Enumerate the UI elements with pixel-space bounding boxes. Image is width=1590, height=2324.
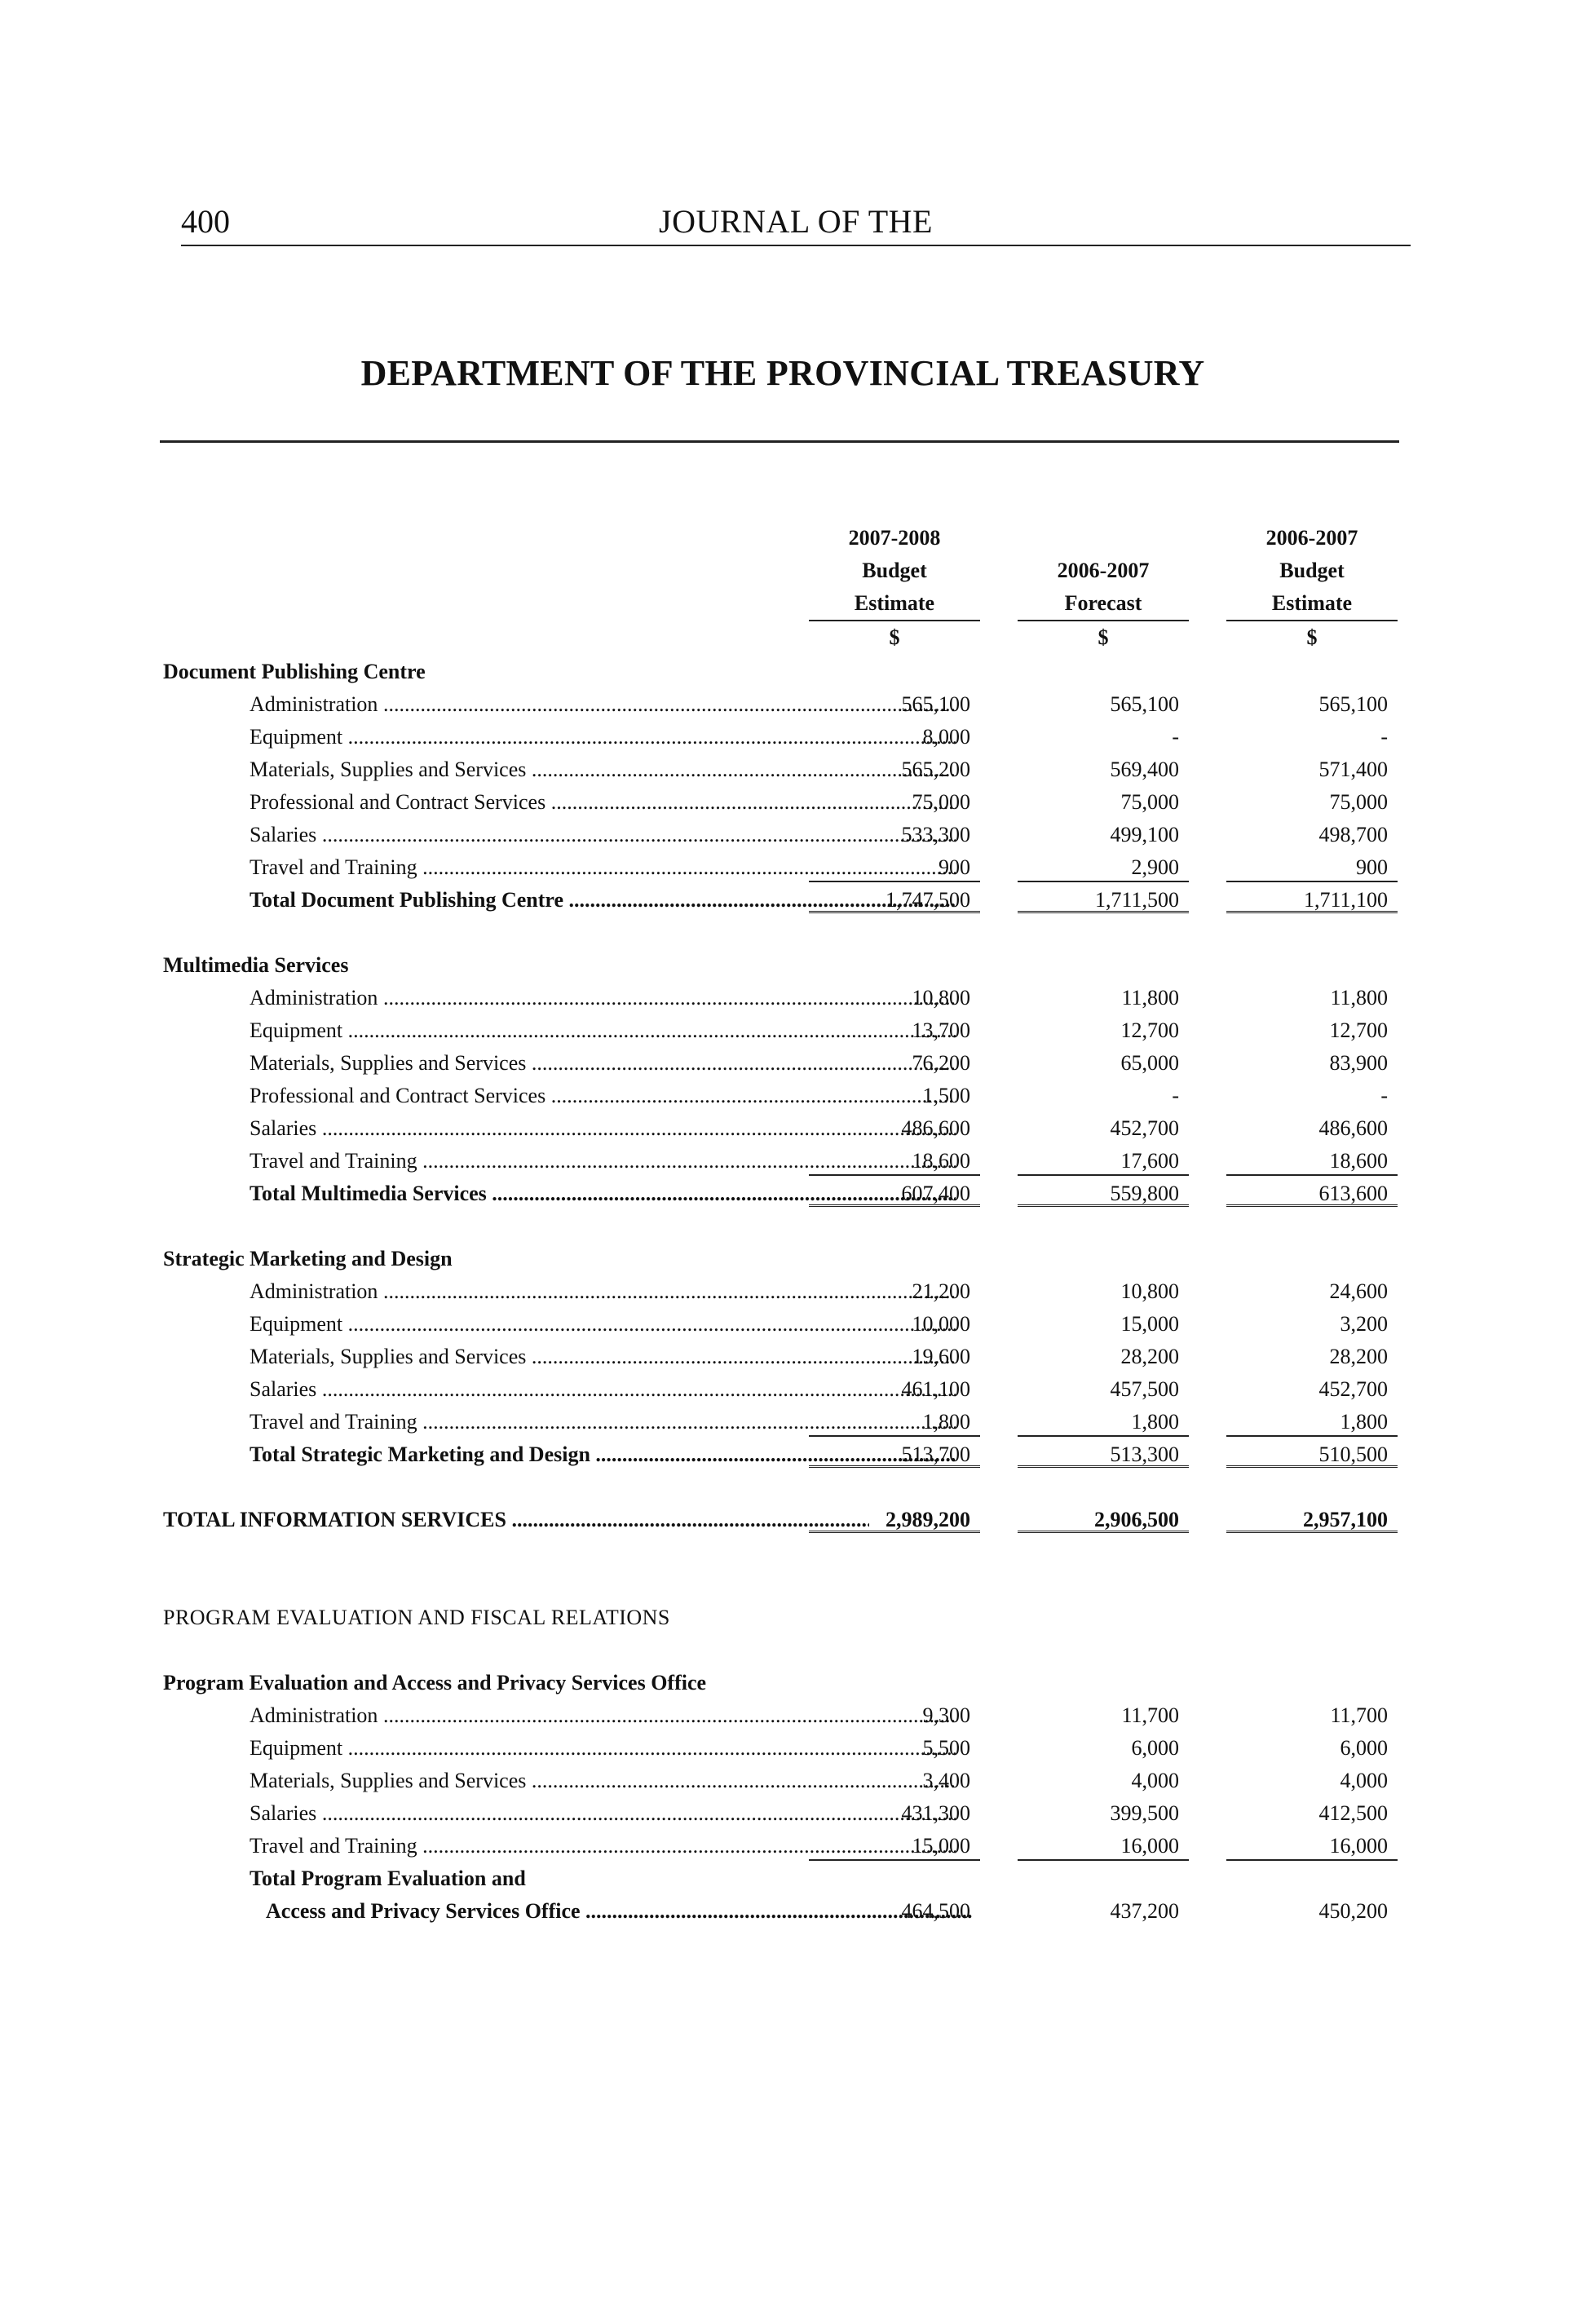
column-header-line: Forecast [1018,587,1189,621]
value-2006-2007-estimate: 900 [1226,851,1398,882]
value-2007-2008-estimate: 13,700 [912,1018,970,1042]
value-2006-2007-estimate: 452,700 [1318,1377,1388,1401]
value-2006-2007-forecast: - [1172,725,1179,749]
value-2007-2008-estimate: 565,100 [901,692,970,716]
value-2007-2008-estimate: 1,500 [922,1084,970,1107]
table-row [163,1112,1402,1145]
column-header-line: Budget [1279,559,1345,582]
value-2006-2007-forecast: 499,100 [1110,823,1179,846]
value-2006-2007-forecast: 11,700 [1121,1703,1179,1727]
section-heading [163,917,1402,982]
subtotal-row [163,884,1402,917]
value-2006-2007-estimate: 450,200 [1318,1899,1388,1923]
subtotal-label-row [163,1862,1402,1895]
value-2007-2008-estimate: 15,000 [809,1830,980,1861]
value-2007-2008-estimate: 486,600 [901,1116,970,1140]
value-2007-2008-estimate: 533,300 [901,823,970,846]
row-label: Total Program Evaluation and [250,1867,526,1890]
program-heading [163,1536,1402,1634]
row-label: Materials, Supplies and Services ..... [250,1765,956,1797]
value-2006-2007-estimate: 12,700 [1329,1018,1388,1042]
row-label: Access and Privacy Services Office ..... [266,1895,972,1928]
value-2006-2007-estimate: 28,200 [1329,1345,1388,1368]
table-row [163,1797,1402,1830]
value-2007-2008-estimate: 565,200 [901,758,970,781]
section-heading [163,1210,1402,1275]
table-row [163,1047,1402,1080]
row-label: Professional and Contract Services ..... [250,1080,956,1112]
row-label: Materials, Supplies and Services ..... [250,1341,956,1373]
table-row [163,1145,1402,1177]
value-2006-2007-estimate: 11,800 [1330,986,1388,1010]
row-label: Materials, Supplies and Services ..... [250,1047,956,1080]
value-2006-2007-forecast: 28,200 [1120,1345,1179,1368]
value-2006-2007-forecast: 559,800 [1018,1177,1189,1207]
subtotal-row [163,1177,1402,1210]
value-2006-2007-estimate: 6,000 [1340,1736,1388,1760]
value-2006-2007-forecast: 399,500 [1110,1801,1179,1825]
value-2007-2008-estimate: 5,500 [922,1736,970,1760]
value-2007-2008-estimate: 10,800 [912,986,970,1010]
column-header-line: Estimate [1226,587,1398,621]
value-2006-2007-estimate: 83,900 [1329,1051,1388,1075]
table-row [163,1699,1402,1732]
value-2006-2007-estimate: 571,400 [1318,758,1388,781]
value-2006-2007-forecast: 6,000 [1131,1736,1179,1760]
value-2006-2007-forecast: 10,800 [1120,1279,1179,1303]
row-label: Travel and Training ..... [250,1145,956,1177]
row-label: Equipment ..... [250,721,956,753]
value-2006-2007-estimate: 1,711,100 [1226,884,1398,913]
value-2006-2007-estimate: 486,600 [1318,1116,1388,1140]
value-2007-2008-estimate: 8,000 [922,725,970,749]
column-header-line [1018,522,1189,554]
value-2006-2007-forecast: 17,600 [1018,1145,1189,1176]
table-row [163,1406,1402,1438]
value-2006-2007-estimate: 18,600 [1226,1145,1398,1176]
value-2006-2007-forecast: 457,500 [1110,1377,1179,1401]
table-row [163,1341,1402,1373]
value-2006-2007-estimate: 565,100 [1318,692,1388,716]
row-label: Administration ..... [250,688,956,721]
value-2006-2007-estimate: 3,200 [1340,1312,1388,1336]
value-2007-2008-estimate: 513,700 [809,1438,980,1468]
table-row [163,1308,1402,1341]
value-2006-2007-estimate: 412,500 [1318,1801,1388,1825]
row-label: Total Document Publishing Centre ..... [250,884,956,917]
row-label: Multimedia Services [163,953,349,977]
journal-title: JOURNAL OF THE [659,203,933,240]
value-2007-2008-estimate: 607,400 [809,1177,980,1207]
row-label: Total Multimedia Services ..... [250,1177,956,1210]
value-2006-2007-forecast: 565,100 [1110,692,1179,716]
row-label: Document Publishing Centre [163,660,426,683]
column-header-2006-2007-budget-estimate [1226,522,1398,654]
budget-table [163,656,1402,1928]
value-2006-2007-estimate: 1,800 [1226,1406,1398,1437]
column-header-line: Estimate [809,587,980,621]
column-unit: $ [1306,625,1318,649]
value-2006-2007-forecast: 2,900 [1018,851,1189,882]
row-label: Travel and Training ..... [250,851,956,884]
page-header [181,202,1411,246]
value-2007-2008-estimate: 1,747,500 [809,884,980,913]
value-2006-2007-forecast: 513,300 [1018,1438,1189,1468]
value-2006-2007-estimate: - [1380,1084,1388,1107]
row-label: Travel and Training ..... [250,1830,956,1862]
column-unit: $ [1098,625,1109,649]
value-2006-2007-estimate: 11,700 [1330,1703,1388,1727]
value-2006-2007-forecast: 1,711,500 [1018,884,1189,913]
row-label: TOTAL INFORMATION SERVICES ..... [163,1504,869,1536]
value-2007-2008-estimate: 461,100 [901,1377,970,1401]
value-2006-2007-forecast: 4,000 [1131,1769,1179,1792]
table-row [163,1275,1402,1308]
table-row [163,1014,1402,1047]
row-label: Salaries ..... [250,819,956,851]
value-2007-2008-estimate: 18,600 [809,1145,980,1176]
table-row [163,1080,1402,1112]
row-label: Equipment ..... [250,1014,956,1047]
row-label: Equipment ..... [250,1308,956,1341]
table-row [163,982,1402,1014]
table-row [163,1765,1402,1797]
table-row [163,721,1402,753]
table-row [163,753,1402,786]
value-2006-2007-estimate: 510,500 [1226,1438,1398,1468]
row-label: Professional and Contract Services ..... [250,786,956,819]
value-2007-2008-estimate: 2,989,200 [809,1504,980,1533]
row-label: Administration ..... [250,1699,956,1732]
section-heading [163,1634,1402,1699]
value-2006-2007-forecast: 1,800 [1018,1406,1189,1437]
column-header-line: 2007-2008 [848,526,941,550]
value-2007-2008-estimate: 464,500 [901,1899,970,1923]
row-label: Program Evaluation and Access and Privacy Services Office [163,1671,707,1694]
value-2007-2008-estimate: 21,200 [912,1279,970,1303]
column-header-line: 2006-2007 [1057,559,1150,582]
value-2006-2007-forecast: 11,800 [1121,986,1179,1010]
value-2007-2008-estimate: 19,600 [912,1345,970,1368]
value-2007-2008-estimate: 10,000 [912,1312,970,1336]
row-label: PROGRAM EVALUATION AND FISCAL RELATIONS [163,1606,670,1629]
table-row [163,688,1402,721]
table-row [163,851,1402,884]
row-label: Salaries ..... [250,1797,956,1830]
column-header-line: 2006-2007 [1265,526,1358,550]
value-2007-2008-estimate: 75,000 [912,790,970,814]
department-title: DEPARTMENT OF THE PROVINCIAL TREASURY [360,353,1205,393]
grand-total-row [163,1504,1402,1536]
value-2006-2007-forecast: 65,000 [1120,1051,1179,1075]
table-row [163,1373,1402,1406]
row-label: Travel and Training ..... [250,1406,956,1438]
value-2006-2007-forecast: - [1172,1084,1179,1107]
value-2006-2007-estimate: 613,600 [1226,1177,1398,1207]
section-heading [163,656,1402,688]
value-2006-2007-forecast: 437,200 [1110,1899,1179,1923]
value-2006-2007-estimate: 75,000 [1329,790,1388,814]
subtotal-row [163,1438,1402,1471]
column-header-2006-2007-forecast [1018,522,1189,654]
value-2006-2007-estimate: - [1380,725,1388,749]
row-label: Materials, Supplies and Services ..... [250,753,956,786]
value-2006-2007-forecast: 569,400 [1110,758,1179,781]
row-label: Administration ..... [250,1275,956,1308]
value-2006-2007-forecast: 16,000 [1018,1830,1189,1861]
value-2006-2007-estimate: 498,700 [1318,823,1388,846]
page-number: 400 [181,203,230,240]
column-header-line: Budget [862,559,927,582]
title-rule [160,440,1399,443]
value-2007-2008-estimate: 9,300 [922,1703,970,1727]
value-2006-2007-forecast: 15,000 [1120,1312,1179,1336]
column-unit: $ [889,625,900,649]
value-2006-2007-estimate: 2,957,100 [1226,1504,1398,1533]
value-2006-2007-forecast: 452,700 [1110,1116,1179,1140]
value-2007-2008-estimate: 900 [809,851,980,882]
value-2006-2007-forecast: 12,700 [1120,1018,1179,1042]
spacer [163,1471,1402,1504]
column-header-2007-2008-budget-estimate [809,522,980,654]
value-2006-2007-estimate: 24,600 [1329,1279,1388,1303]
table-row [163,819,1402,851]
value-2006-2007-estimate: 4,000 [1340,1769,1388,1792]
table-row [163,786,1402,819]
value-2007-2008-estimate: 431,300 [901,1801,970,1825]
row-label: Strategic Marketing and Design [163,1247,453,1270]
value-2007-2008-estimate: 3,400 [922,1769,970,1792]
value-2006-2007-estimate: 16,000 [1226,1830,1398,1861]
table-row [163,1732,1402,1765]
row-label: Total Strategic Marketing and Design ..... [250,1438,956,1471]
row-label: Equipment ..... [250,1732,956,1765]
subtotal-row [163,1895,1402,1928]
row-label: Administration ..... [250,982,956,1014]
value-2007-2008-estimate: 76,200 [912,1051,970,1075]
row-label: Salaries ..... [250,1373,956,1406]
table-row [163,1830,1402,1862]
value-2007-2008-estimate: 1,800 [809,1406,980,1437]
row-label: Salaries ..... [250,1112,956,1145]
value-2006-2007-forecast: 2,906,500 [1018,1504,1189,1533]
value-2006-2007-forecast: 75,000 [1120,790,1179,814]
